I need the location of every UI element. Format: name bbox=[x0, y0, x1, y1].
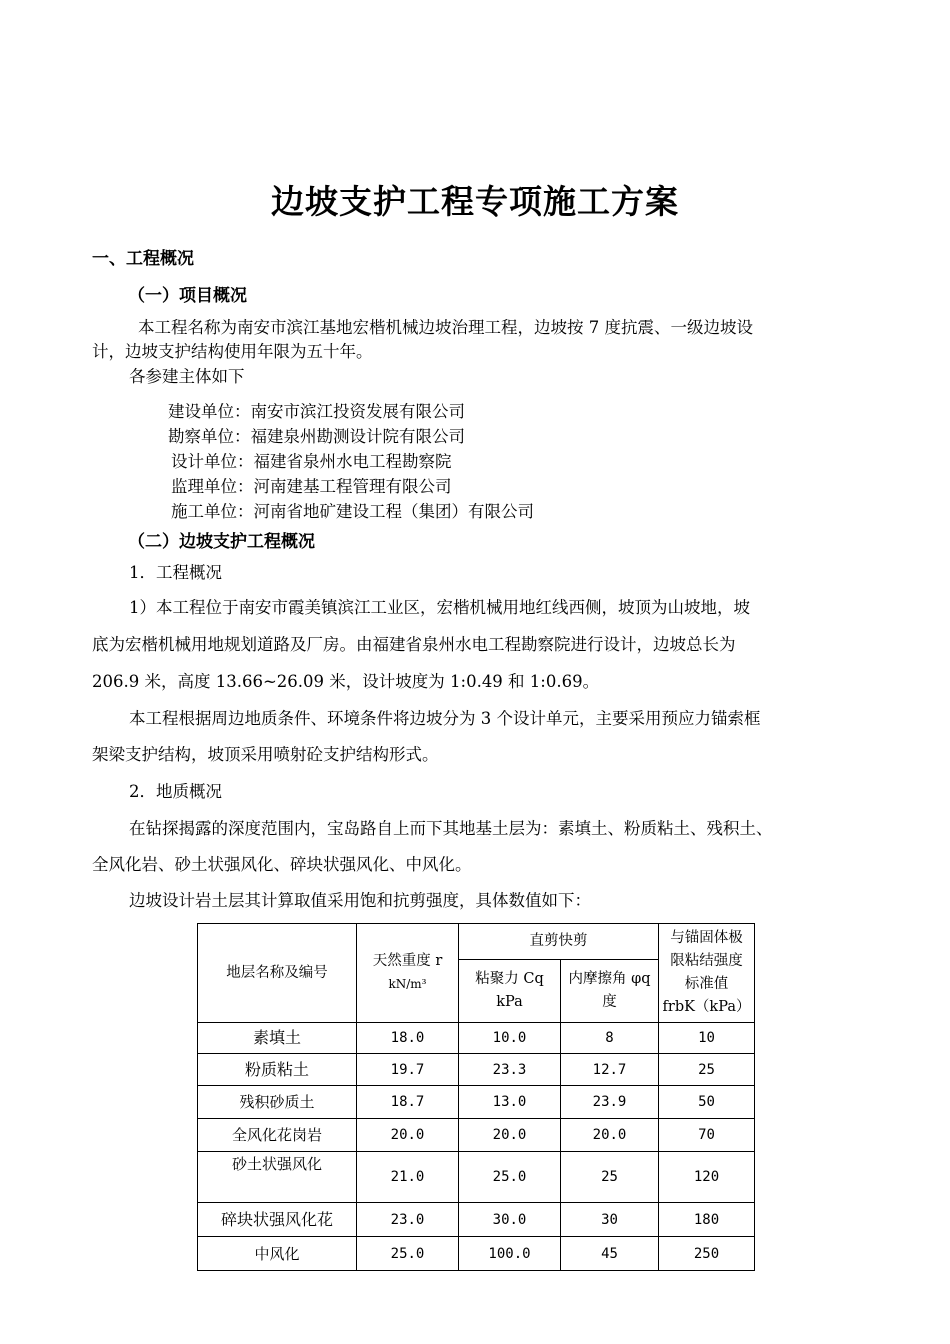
cell-cohesion: 23.3 bbox=[459, 1054, 561, 1086]
cell-bond: 180 bbox=[659, 1203, 755, 1237]
paragraph-geology-line-1: 在钻探揭露的深度范围内，宝岛路自上而下其地基土层为：素填土、粉质粘土、残积土、 bbox=[129, 819, 773, 838]
table-row bbox=[198, 1152, 755, 1203]
paragraph-project-line-1: 本工程名称为南安市滨江基地宏楷机械边坡治理工程，边坡按 7 度抗震、一级边坡设 bbox=[138, 318, 753, 337]
cell-cohesion: 10.0 bbox=[459, 1023, 561, 1054]
cell-cohesion: 13.0 bbox=[459, 1086, 561, 1119]
cell-friction: 25 bbox=[561, 1152, 659, 1203]
cell-cohesion: 25.0 bbox=[459, 1152, 561, 1203]
header-friction-unit: 度 bbox=[602, 994, 617, 1010]
cell-friction: 8 bbox=[561, 1023, 659, 1054]
paragraph-project-line-2: 计，边坡支护结构使用年限为五十年。 bbox=[92, 342, 373, 361]
header-bond-line-3: 标准值 bbox=[684, 976, 729, 992]
subsection-heading-slope: （二）边坡支护工程概况 bbox=[128, 532, 315, 552]
cell-density: 23.0 bbox=[357, 1203, 459, 1237]
paragraph-location-line-3: 206.9 米，高度 13.66~26.09 米，设计坡度为 1:0.49 和 1:0.69。 bbox=[92, 672, 600, 691]
cell-layer-name: 素填土 bbox=[198, 1023, 357, 1054]
header-direct-shear: 直剪快剪 bbox=[459, 924, 659, 960]
header-cohesion-line-1: 粘聚力 Cq bbox=[475, 971, 544, 987]
cell-friction: 30 bbox=[561, 1203, 659, 1237]
cell-friction: 23.9 bbox=[561, 1086, 659, 1119]
cell-density: 19.7 bbox=[357, 1054, 459, 1086]
cell-bond: 10 bbox=[659, 1023, 755, 1054]
section-heading-overview: 一、工程概况 bbox=[92, 249, 194, 269]
header-bond-line-2: 限粘结强度 bbox=[670, 953, 743, 969]
cell-density: 25.0 bbox=[357, 1237, 459, 1271]
paragraph-geology-line-2: 全风化岩、砂土状强风化、碎块状强风化、中风化。 bbox=[92, 855, 472, 874]
table-row bbox=[198, 1086, 755, 1119]
cell-bond: 70 bbox=[659, 1119, 755, 1152]
cell-friction: 12.7 bbox=[561, 1054, 659, 1086]
header-bond-line-4: frbK（kPa） bbox=[662, 999, 751, 1015]
header-bond-strength bbox=[659, 924, 755, 1023]
subsection-heading-project: （一）项目概况 bbox=[128, 286, 247, 306]
paragraph-location-line-1: 1）本工程位于南安市霞美镇滨江工业区，宏楷机械用地红线西侧，坡顶为山坡地，坡 bbox=[129, 598, 750, 617]
cell-layer-name: 全风化花岗岩 bbox=[198, 1119, 357, 1152]
cell-density: 21.0 bbox=[357, 1152, 459, 1203]
document-title: 边坡支护工程专项施工方案 bbox=[271, 182, 679, 221]
paragraph-location-line-2: 底为宏楷机械用地规划道路及厂房。由福建省泉州水电工程勘察院进行设计，边坡总长为 bbox=[92, 635, 736, 654]
cell-layer-name: 砂土状强风化 bbox=[198, 1152, 357, 1203]
item-heading-geology: 2．地质概况 bbox=[129, 782, 222, 801]
cell-bond: 120 bbox=[659, 1152, 755, 1203]
cell-layer-name: 残积砂质土 bbox=[198, 1086, 357, 1119]
soil-parameters-table bbox=[197, 923, 755, 1271]
party-design-unit: 设计单位：福建省泉州水电工程勘察院 bbox=[171, 452, 452, 471]
cell-friction: 45 bbox=[561, 1237, 659, 1271]
party-supervision-unit: 监理单位：河南建基工程管理有限公司 bbox=[171, 477, 452, 496]
cell-bond: 25 bbox=[659, 1054, 755, 1086]
header-cohesion bbox=[459, 960, 561, 1023]
cell-density: 20.0 bbox=[357, 1119, 459, 1152]
header-density-unit: kN/m³ bbox=[388, 977, 427, 991]
header-layer-name: 地层名称及编号 bbox=[198, 924, 357, 1023]
table-row bbox=[198, 1119, 755, 1152]
table-row bbox=[198, 1023, 755, 1054]
paragraph-table-intro: 边坡设计岩土层其计算取值采用饱和抗剪强度，具体数值如下： bbox=[129, 891, 591, 910]
cell-density: 18.7 bbox=[357, 1086, 459, 1119]
cell-cohesion: 30.0 bbox=[459, 1203, 561, 1237]
cell-cohesion: 100.0 bbox=[459, 1237, 561, 1271]
header-friction-line-1: 内摩擦角 φq bbox=[568, 971, 651, 987]
cell-bond: 250 bbox=[659, 1237, 755, 1271]
party-survey-unit: 勘察单位：福建泉州勘测设计院有限公司 bbox=[168, 427, 465, 446]
cell-layer-name: 中风化 bbox=[198, 1237, 357, 1271]
header-density bbox=[357, 924, 459, 1023]
header-density-line-1: 天然重度 r bbox=[372, 953, 443, 969]
table-row bbox=[198, 1237, 755, 1271]
cell-cohesion: 20.0 bbox=[459, 1119, 561, 1152]
party-builder-unit: 施工单位：河南省地矿建设工程（集团）有限公司 bbox=[171, 502, 534, 521]
table-row bbox=[198, 1203, 755, 1237]
paragraph-design-line-1: 本工程根据周边地质条件、环境条件将边坡分为 3 个设计单元，主要采用预应力锚索框 bbox=[129, 709, 761, 728]
party-construction-unit: 建设单位：南安市滨江投资发展有限公司 bbox=[168, 402, 465, 421]
table-header-row bbox=[198, 924, 755, 960]
table-row bbox=[198, 1054, 755, 1086]
header-cohesion-unit: kPa bbox=[496, 994, 523, 1010]
cell-bond: 50 bbox=[659, 1086, 755, 1119]
item-heading-overview: 1．工程概况 bbox=[129, 563, 222, 582]
cell-layer-name: 粉质粘土 bbox=[198, 1054, 357, 1086]
paragraph-design-line-2: 架梁支护结构，坡顶采用喷射砼支护结构形式。 bbox=[92, 745, 439, 764]
parties-intro: 各参建主体如下 bbox=[129, 367, 245, 386]
header-bond-line-1: 与锚固体极 bbox=[670, 930, 743, 946]
cell-friction: 20.0 bbox=[561, 1119, 659, 1152]
cell-layer-name: 碎块状强风化花 bbox=[198, 1203, 357, 1237]
header-friction-angle bbox=[561, 960, 659, 1023]
cell-density: 18.0 bbox=[357, 1023, 459, 1054]
